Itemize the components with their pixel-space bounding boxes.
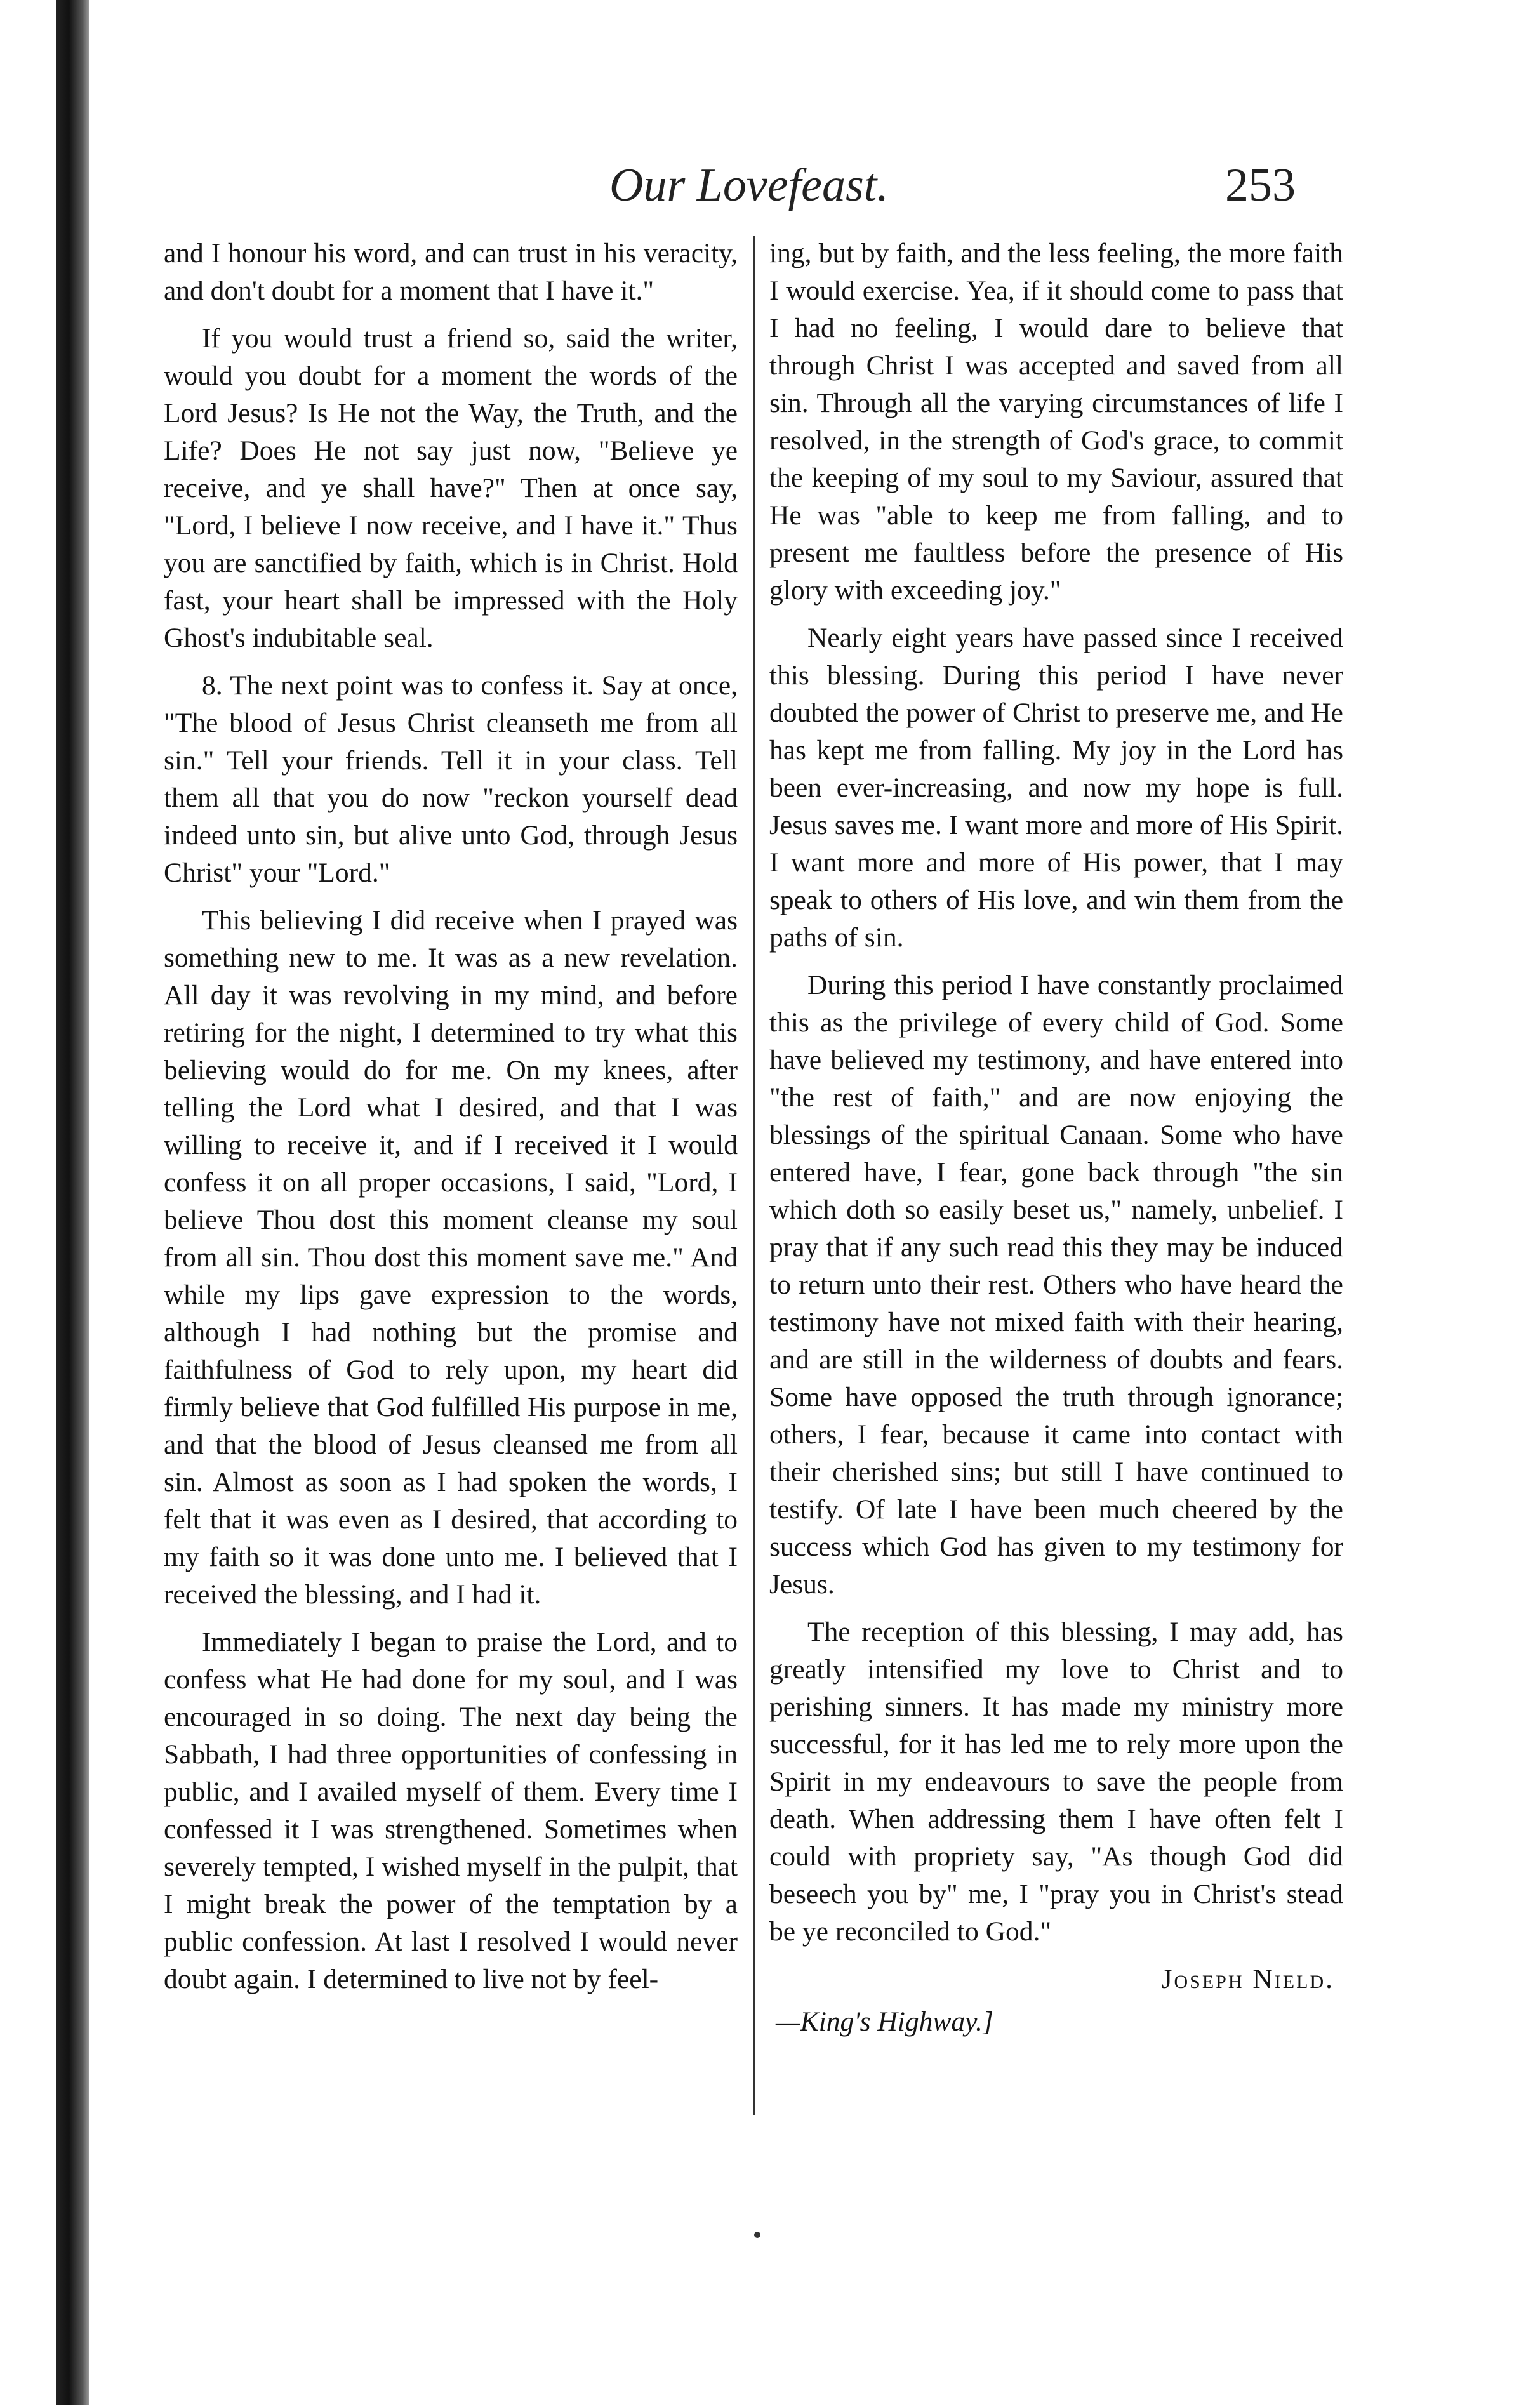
paragraph: ing, but by faith, and the less feeling, the more faith I would exercise. Yea, if it should come to pass that I had no feeling, I would dare to believe that through Christ I was accepted and saved from all sin. Through all the varying circumstances of life I resolved, in the strength of God's grace, to commit the keeping of my soul to my Saviour, assured that He was "able to keep me from falling, and to present me faultless before the presence of His glory with exceeding joy." — [769, 238, 1343, 606]
running-title: Our Lovefeast. — [609, 159, 889, 211]
source-citation: —King's Highway.] — [776, 2006, 993, 2037]
left-column — [164, 235, 738, 2008]
paragraph: The reception of this blessing, I may add, has greatly intensified my love to Christ and to perishing sinners. It has made my ministry more successful, for it has led me to rely more upon the Spirit in my endeavours to save the people from death. When addressing them I have often felt I could with propriety say, "As though God did beseech you by" me, I "pray you in Christ's stead be ye reconciled to God." — [769, 1617, 1343, 1947]
column-divider — [753, 236, 755, 2115]
right-column — [769, 235, 1343, 2041]
paragraph: 8. The next point was to confess it. Say at once, "The blood of Jesus Christ cleanseth me from all sin." Tell your friends. Tell it in your class. Tell them all that you do now "reckon yourself dead indeed unto sin, but alive unto God, through Jesus Christ" your "Lord." — [164, 670, 738, 888]
paragraph: and I honour his word, and can trust in his veracity, and don't doubt for a moment that I have it." — [164, 238, 738, 306]
paragraph: This believing I did receive when I prayed was something new to me. It was as a new revelation. All day it was revolving in my mind, and before retiring for the night, I determined to try what this believing would do for me. On my knees, after telling the Lord what I desired, and that I was willing to receive it, and if I received it I would confess it on all proper occasions, I said, "Lord, I believe Thou dost this moment cleanse my soul from all sin. Thou dost this moment save me." And while my lips gave expression to the words, although I had nothing but the promise and faithfulness of God to rely upon, my heart did firmly believe that God fulfilled His purpose in me, and that the blood of Jesus cleansed me from all sin. Almost as soon as I had spoken the words, I felt that it was even as I desired, that according to my faith so it was done unto me. I believed that I received the blessing, and I had it. — [164, 905, 738, 1610]
author-signature: Joseph Nield. — [1161, 1964, 1334, 1994]
printer-mark — [754, 2232, 760, 2238]
paragraph: If you would trust a friend so, said the writer, would you doubt for a moment the words of the Lord Jesus? Is He not the Way, the Truth, and the Life? Does He not say just now, "Believe ye receive, and ye shall have?" Then at once say, "Lord, I believe I now receive, and I have it." Thus you are sanctified by faith, which is in Christ. Hold fast, your heart shall be impressed with the Holy Ghost's indubitable seal. — [164, 323, 738, 653]
paragraph: During this period I have constantly proclaimed this as the privilege of every child of God. Some have believed my testimony, and have entered into "the rest of faith," and are now enjoying the blessings of the spiritual Canaan. Some who have entered have, I fear, gone back through "the sin which doth so easily beset us," namely, unbelief. I pray that if any such read this they may be induced to return unto their rest. Others who have heard the testimony have not mixed faith with their hearing, and are still in the wilderness of doubts and fears. Some have opposed the truth through ignorance; others, I fear, because it came into contact with their cherished sins; but still I have continued to testify. Of late I have been much cheered by the success which God has given to my testimony for Jesus. — [769, 970, 1343, 1600]
paragraph: Nearly eight years have passed since I received this blessing. During this period I have never doubted the power of Christ to preserve me, and He has kept me from falling. My joy in the Lord has been ever-increasing, and now my hope is full. Jesus saves me. I want more and more of His Spirit. I want more and more of His power, that I may speak to others of His love, and win them from the paths of sin. — [769, 623, 1343, 953]
paragraph: Immediately I began to praise the Lord, and to confess what He had done for my soul, and I was encouraged in so doing. The next day being the Sabbath, I had three opportunities of confessing in public, and I availed myself of them. Every time I confessed it I was strengthened. Sometimes when severely tempted, I wished myself in the pulpit, that I might break the power of the temptation by a public confession. At last I resolved I would never doubt again. I determined to live not by feel- — [164, 1627, 738, 1994]
page-number: 253 — [1225, 159, 1296, 211]
page-binding-edge — [56, 0, 89, 2405]
